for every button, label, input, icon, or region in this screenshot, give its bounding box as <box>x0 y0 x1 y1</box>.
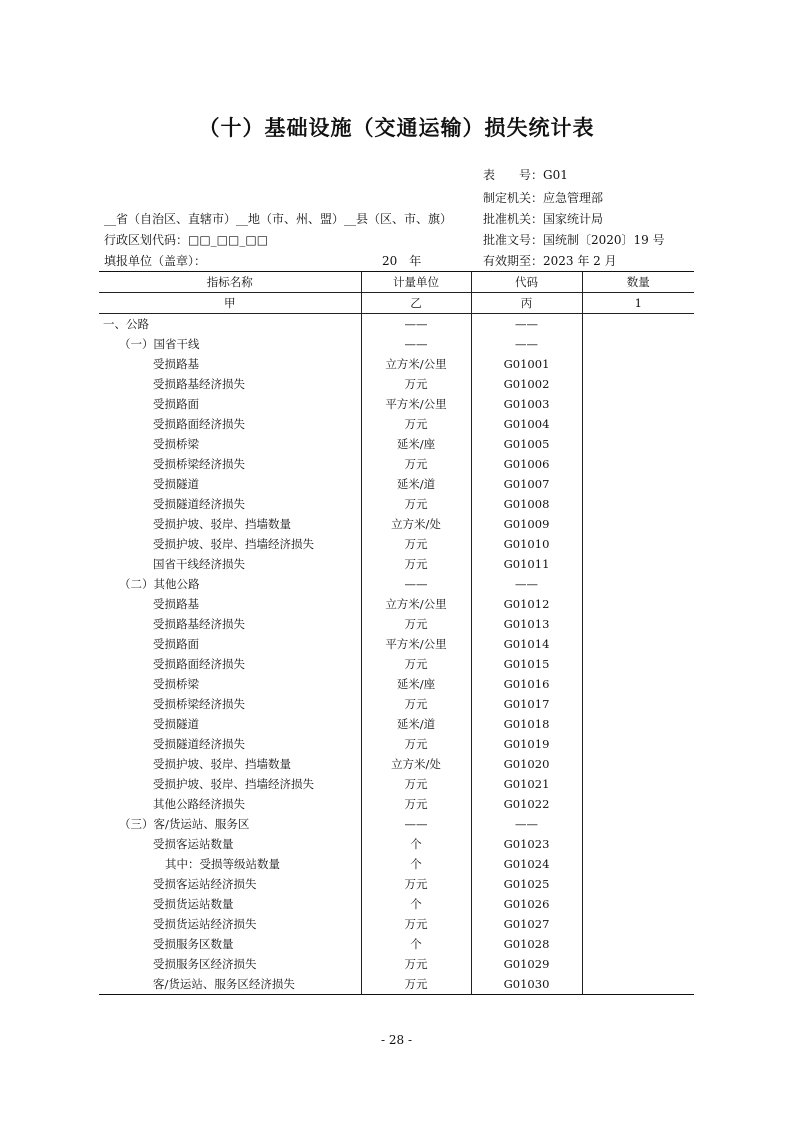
subheader-bing: 丙 <box>471 293 582 314</box>
row-code: G01022 <box>471 794 582 814</box>
issuing-authority: 制定机关：应急管理部 <box>483 191 604 205</box>
row-code: G01019 <box>471 734 582 754</box>
row-indicator-name: 受损护坡、驳岸、挡墙数量 <box>153 517 291 531</box>
row-quantity-input[interactable] <box>582 974 694 995</box>
row-indicator-name: 其他公路经济损失 <box>153 797 245 811</box>
page-number: - 28 - <box>380 1033 412 1047</box>
row-code: G01014 <box>471 634 582 654</box>
table-row <box>99 714 694 734</box>
row-indicator-name: 受损隧道 <box>153 477 199 491</box>
row-indicator-name: 受损桥梁 <box>153 677 199 691</box>
table-row <box>99 334 694 354</box>
region-fill-line: __省（自治区、直辖市）__地（市、州、盟）__县（区、市、旗） <box>104 212 453 226</box>
row-unit: 延米/座 <box>361 674 471 694</box>
row-indicator-name: （二）其他公路 <box>119 577 200 591</box>
row-unit: 万元 <box>361 774 471 794</box>
row-unit: —— <box>361 314 471 335</box>
table-row <box>99 894 694 914</box>
row-quantity-input[interactable] <box>582 534 694 554</box>
row-unit: 立方米/公里 <box>361 354 471 374</box>
row-indicator-name: 其中：受损等级站数量 <box>165 857 280 871</box>
row-code: —— <box>471 314 582 335</box>
table-row <box>99 414 694 434</box>
subheader-one: 1 <box>582 293 694 314</box>
row-unit: 个 <box>361 854 471 874</box>
row-code: G01007 <box>471 474 582 494</box>
row-unit: —— <box>361 814 471 834</box>
row-indicator-name: 受损客运站数量 <box>153 837 234 851</box>
row-code: G01026 <box>471 894 582 914</box>
table-row <box>99 674 694 694</box>
row-code: G01012 <box>471 594 582 614</box>
row-indicator-name: 受损路基经济损失 <box>153 377 245 391</box>
row-indicator-name: 受损护坡、驳岸、挡墙经济损失 <box>153 537 314 551</box>
row-code: G01010 <box>471 534 582 554</box>
row-code: G01003 <box>471 394 582 414</box>
row-unit: 万元 <box>361 974 471 995</box>
row-code: —— <box>471 334 582 354</box>
subheader-yi: 乙 <box>361 293 471 314</box>
row-quantity-input[interactable] <box>582 314 694 335</box>
loss-statistics-table <box>99 271 694 995</box>
table-row <box>99 854 694 874</box>
row-unit: 万元 <box>361 554 471 574</box>
row-code: G01018 <box>471 714 582 734</box>
row-unit: 万元 <box>361 414 471 434</box>
row-code: G01023 <box>471 834 582 854</box>
row-code: —— <box>471 574 582 594</box>
header-quantity: 数量 <box>582 272 694 293</box>
row-indicator-name: 受损服务区数量 <box>153 937 234 951</box>
row-code: G01020 <box>471 754 582 774</box>
row-unit: 万元 <box>361 794 471 814</box>
table-subheader-row <box>99 293 694 314</box>
reporting-unit-line: 填报单位（盖章）： <box>104 254 207 268</box>
row-code: G01025 <box>471 874 582 894</box>
row-quantity-input[interactable] <box>582 594 694 614</box>
row-unit: 平方米/公里 <box>361 634 471 654</box>
row-indicator-name: 受损服务区经济损失 <box>153 957 257 971</box>
table-row <box>99 314 694 335</box>
table-row <box>99 814 694 834</box>
row-quantity-input[interactable] <box>582 394 694 414</box>
row-code: G01021 <box>471 774 582 794</box>
table-row <box>99 454 694 474</box>
row-quantity-input[interactable] <box>582 794 694 814</box>
header-unit: 计量单位 <box>361 272 471 293</box>
row-code: G01015 <box>471 654 582 674</box>
row-quantity-input[interactable] <box>582 814 694 834</box>
row-quantity-input[interactable] <box>582 894 694 914</box>
table-row <box>99 494 694 514</box>
row-unit: 平方米/公里 <box>361 394 471 414</box>
row-unit: 万元 <box>361 534 471 554</box>
row-unit: —— <box>361 334 471 354</box>
row-quantity-input[interactable] <box>582 874 694 894</box>
row-unit: —— <box>361 574 471 594</box>
row-quantity-input[interactable] <box>582 734 694 754</box>
row-quantity-input[interactable] <box>582 674 694 694</box>
table-row <box>99 614 694 634</box>
row-code: G01011 <box>471 554 582 574</box>
table-row <box>99 914 694 934</box>
row-quantity-input[interactable] <box>582 834 694 854</box>
row-indicator-name: 客/货运站、服务区经济损失 <box>99 974 361 995</box>
row-code: —— <box>471 814 582 834</box>
row-code: G01008 <box>471 494 582 514</box>
row-unit: 立方米/处 <box>361 754 471 774</box>
table-header-row <box>99 272 694 293</box>
table-row <box>99 874 694 894</box>
table-row <box>99 474 694 494</box>
row-code: G01001 <box>471 354 582 374</box>
table-row <box>99 974 694 995</box>
row-quantity-input[interactable] <box>582 954 694 974</box>
row-indicator-name: 受损路基 <box>153 597 199 611</box>
subheader-jia: 甲 <box>99 293 361 314</box>
row-code: G01017 <box>471 694 582 714</box>
row-quantity-input[interactable] <box>582 354 694 374</box>
row-quantity-input[interactable] <box>582 474 694 494</box>
row-indicator-name: 一、公路 <box>103 317 149 331</box>
table-row <box>99 354 694 374</box>
row-indicator-name: 受损隧道经济损失 <box>153 737 245 751</box>
row-code: G01009 <box>471 514 582 534</box>
row-quantity-input[interactable] <box>582 914 694 934</box>
row-unit: 万元 <box>361 614 471 634</box>
row-quantity-input[interactable] <box>582 554 694 574</box>
header-indicator-name: 指标名称 <box>99 272 361 293</box>
row-indicator-name: 受损路面 <box>153 397 199 411</box>
row-quantity-input[interactable] <box>582 694 694 714</box>
row-unit: 万元 <box>361 654 471 674</box>
row-code: G01024 <box>471 854 582 874</box>
table-row <box>99 754 694 774</box>
table-row <box>99 634 694 654</box>
table-row <box>99 514 694 534</box>
approval-number: 批准文号：国统制〔2020〕19 号 <box>483 233 665 247</box>
row-quantity-input[interactable] <box>582 374 694 394</box>
row-indicator-name: 国省干线经济损失 <box>153 557 245 571</box>
table-row <box>99 374 694 394</box>
row-quantity-input[interactable] <box>582 434 694 454</box>
row-unit: 立方米/处 <box>361 514 471 534</box>
row-quantity-input[interactable] <box>582 634 694 654</box>
row-indicator-name: （一）国省干线 <box>119 337 200 351</box>
row-quantity-input[interactable] <box>582 614 694 634</box>
row-code: G01002 <box>471 374 582 394</box>
row-quantity-input[interactable] <box>582 854 694 874</box>
row-unit: 个 <box>361 894 471 914</box>
row-indicator-name: 受损路面 <box>153 637 199 651</box>
row-unit: 立方米/公里 <box>361 594 471 614</box>
row-indicator-name: 受损隧道经济损失 <box>153 497 245 511</box>
row-code: G01006 <box>471 454 582 474</box>
form-number: 表 号：G01 <box>483 168 568 182</box>
row-code: G01030 <box>471 974 582 995</box>
row-code: G01027 <box>471 914 582 934</box>
row-quantity-input[interactable] <box>582 654 694 674</box>
row-quantity-input[interactable] <box>582 414 694 434</box>
row-indicator-name: 受损桥梁经济损失 <box>153 697 245 711</box>
row-unit: 万元 <box>361 914 471 934</box>
table-row <box>99 794 694 814</box>
table-row <box>99 534 694 554</box>
row-code: G01013 <box>471 614 582 634</box>
table-row <box>99 694 694 714</box>
row-unit: 万元 <box>361 874 471 894</box>
row-unit: 个 <box>361 834 471 854</box>
row-unit: 个 <box>361 934 471 954</box>
row-unit: 万元 <box>361 954 471 974</box>
row-code: G01016 <box>471 674 582 694</box>
row-indicator-name: 受损隧道 <box>153 717 199 731</box>
row-indicator-name: 受损护坡、驳岸、挡墙数量 <box>153 757 291 771</box>
table-row <box>99 434 694 454</box>
page-title: （十）基础设施（交通运输）损失统计表 <box>198 116 595 140</box>
row-quantity-input[interactable] <box>582 714 694 734</box>
table-row <box>99 734 694 754</box>
row-code: G01028 <box>471 934 582 954</box>
row-code: G01005 <box>471 434 582 454</box>
table-row <box>99 594 694 614</box>
row-quantity-input[interactable] <box>582 774 694 794</box>
row-unit: 万元 <box>361 494 471 514</box>
table-row <box>99 554 694 574</box>
table-row <box>99 774 694 794</box>
valid-until: 有效期至：2023 年 2 月 <box>483 254 617 268</box>
row-unit: 延米/座 <box>361 434 471 454</box>
row-unit: 万元 <box>361 454 471 474</box>
row-indicator-name: 受损货运站数量 <box>153 897 234 911</box>
row-indicator-name: 受损路基 <box>153 357 199 371</box>
row-indicator-name: 受损路基经济损失 <box>153 617 245 631</box>
row-indicator-name: 受损桥梁经济损失 <box>153 457 245 471</box>
reporting-year: 20 年 <box>382 254 422 268</box>
row-unit: 延米/道 <box>361 714 471 734</box>
row-quantity-input[interactable] <box>582 494 694 514</box>
table-row <box>99 834 694 854</box>
row-quantity-input[interactable] <box>582 754 694 774</box>
table-row <box>99 654 694 674</box>
approving-authority: 批准机关：国家统计局 <box>483 212 604 226</box>
header-code: 代码 <box>471 272 582 293</box>
row-indicator-name: 受损货运站经济损失 <box>153 917 257 931</box>
table-row <box>99 954 694 974</box>
row-unit: 万元 <box>361 734 471 754</box>
row-unit: 万元 <box>361 374 471 394</box>
row-indicator-name: 受损路面经济损失 <box>153 417 245 431</box>
row-quantity-input[interactable] <box>582 454 694 474</box>
row-code: G01029 <box>471 954 582 974</box>
region-code-line: 行政区划代码：□□_□□_□□ <box>104 233 269 247</box>
table-row <box>99 394 694 414</box>
row-quantity-input[interactable] <box>582 514 694 534</box>
row-quantity-input[interactable] <box>582 334 694 354</box>
row-indicator-name: 受损客运站经济损失 <box>153 877 257 891</box>
row-indicator-name: 受损路面经济损失 <box>153 657 245 671</box>
row-indicator-name: 受损桥梁 <box>153 437 199 451</box>
row-code: G01004 <box>471 414 582 434</box>
row-quantity-input[interactable] <box>582 934 694 954</box>
table-row <box>99 574 694 594</box>
row-unit: 延米/道 <box>361 474 471 494</box>
row-quantity-input[interactable] <box>582 574 694 594</box>
table-row <box>99 934 694 954</box>
row-indicator-name: 受损护坡、驳岸、挡墙经济损失 <box>153 777 314 791</box>
row-unit: 万元 <box>361 694 471 714</box>
row-indicator-name: （三）客/货运站、服务区 <box>119 817 250 831</box>
